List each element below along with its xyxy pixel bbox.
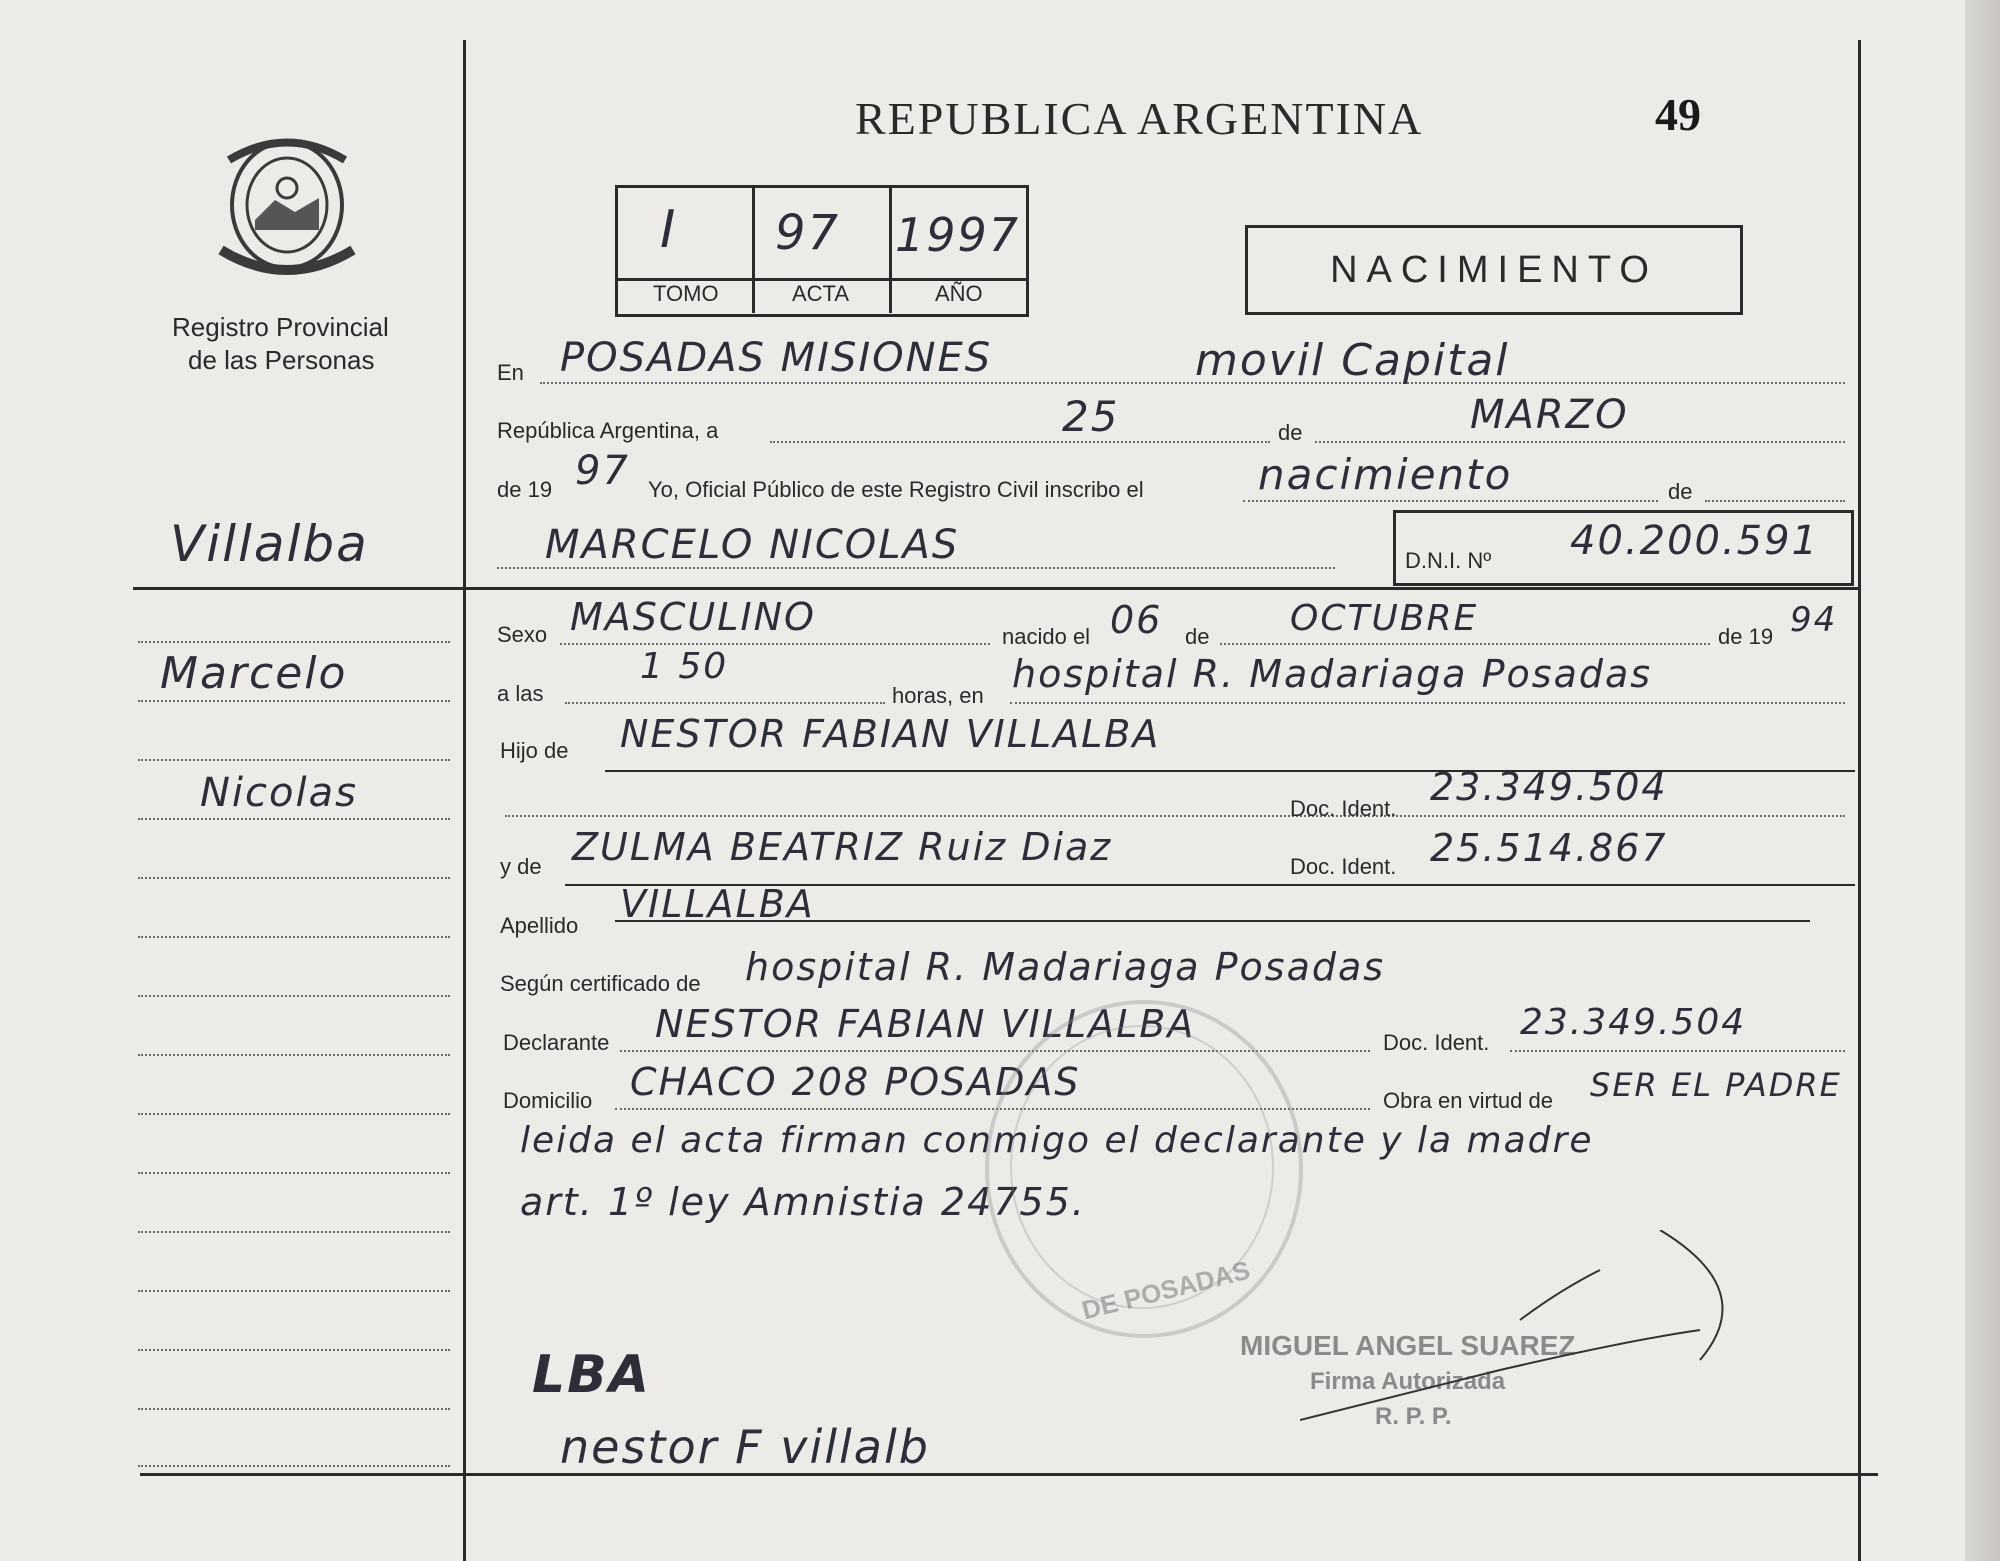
margin-signature: LBA — [532, 1345, 652, 1405]
bottom-section-divider — [140, 1473, 1878, 1476]
mother-doc: 25.514.867 — [1430, 826, 1668, 870]
birth-day: 06 — [1110, 598, 1163, 642]
margin-line — [138, 1231, 450, 1233]
registry-name-line2: de las Personas — [188, 345, 375, 375]
birth-month-line — [1220, 643, 1710, 645]
right-border — [1858, 40, 1861, 1561]
birth-year-suffix: 94 — [1790, 600, 1838, 640]
province-seal-icon — [215, 130, 360, 285]
de-label-2: de — [1668, 479, 1693, 504]
address: CHACO 208 POSADAS — [630, 1060, 1081, 1104]
en-line — [540, 382, 1845, 384]
mother-name: ZULMA BEATRIZ Ruiz Diaz — [572, 825, 1113, 869]
margin-line — [138, 877, 450, 879]
anio-label: AÑO — [935, 281, 983, 306]
hour-line — [565, 702, 885, 704]
declarant-doc-line — [1510, 1050, 1845, 1052]
official-signature-mark — [1300, 1230, 1760, 1430]
registry-name-line1: Registro Provincial — [172, 312, 389, 342]
de-line-2 — [1705, 500, 1845, 502]
margin-line — [138, 1113, 450, 1115]
yde-label: y de — [500, 854, 542, 879]
hour: 1 50 — [640, 646, 729, 687]
margin-line — [138, 1290, 450, 1292]
segun-label: Según certificado de — [500, 971, 701, 996]
en-label: En — [497, 360, 524, 385]
declarante-label: Declarante — [503, 1030, 610, 1055]
de-label-3: de — [1185, 624, 1210, 649]
margin-name2: Nicolas — [200, 770, 358, 816]
day-line — [770, 441, 1270, 443]
official-stamp-title: Firma Autorizada — [1310, 1368, 1506, 1395]
page-number: 49 — [1655, 89, 1701, 140]
place: POSADAS MISIONES — [560, 335, 993, 381]
declarant-signature: nestor F villalb — [560, 1420, 930, 1474]
margin-line — [138, 936, 450, 938]
father-doc: 23.349.504 — [1430, 765, 1668, 809]
margin-line — [138, 818, 450, 820]
republica-label: República Argentina, a — [497, 418, 719, 443]
record-box-divider-2 — [889, 185, 892, 313]
margin-line — [138, 1172, 450, 1174]
country-title: REPUBLICA ARGENTINA — [855, 93, 1424, 144]
official-stamp-org: R. P. P. — [1375, 1403, 1452, 1430]
birth-place-line — [1010, 702, 1845, 704]
seal-text: DE POSADAS — [1078, 1254, 1253, 1326]
father-name: NESTOR FABIAN VILLALBA — [620, 712, 1161, 756]
declarant: NESTOR FABIAN VILLALBA — [655, 1002, 1196, 1046]
de19-label: de 19 — [497, 477, 553, 502]
obra-value: SER EL PADRE — [1590, 1066, 1842, 1104]
certificate: hospital R. Madariaga Posadas — [745, 945, 1386, 989]
obra-label: Obra en virtud de — [1383, 1088, 1553, 1113]
nacido-label: nacido el — [1002, 624, 1091, 649]
place-extra: movil Capital — [1195, 335, 1510, 386]
acta-label: ACTA — [792, 281, 850, 306]
note-line-2: art. 1º ley Amnistia 24755. — [520, 1180, 1086, 1224]
anio-value: 1997 — [895, 208, 1021, 262]
margin-line — [138, 641, 450, 643]
document-type-box: NACIMIENTO — [1245, 225, 1743, 315]
surname-value: VILLALBA — [620, 882, 815, 926]
apellido-label: Apellido — [500, 913, 579, 938]
acta-value: 97 — [775, 205, 841, 261]
domicilio-label: Domicilio — [503, 1088, 593, 1113]
left-column-divider — [463, 40, 466, 1561]
margin-line — [138, 1349, 450, 1351]
doc-label: Doc. Ident. — [1290, 796, 1397, 821]
dni-value: 40.200.591 — [1570, 518, 1820, 564]
dni-label: D.N.I. Nº — [1405, 548, 1492, 573]
doc-label-3: Doc. Ident. — [1383, 1030, 1490, 1055]
margin-surname: Villalba — [170, 515, 369, 573]
officer-text: Yo, Oficial Público de este Registro Civil inscribo el — [648, 477, 1144, 502]
horas-label: horas, en — [892, 683, 984, 708]
sexo-value: MASCULINO — [570, 595, 816, 639]
alas-label: a las — [497, 681, 544, 706]
margin-line — [138, 995, 450, 997]
tomo-label: TOMO — [653, 281, 719, 306]
sexo-line — [560, 643, 990, 645]
year-suffix: 97 — [575, 448, 630, 494]
month: MARZO — [1470, 392, 1629, 438]
margin-name1: Marcelo — [160, 648, 348, 699]
note-line-1: leida el acta firman conmigo el declarante y la madre — [520, 1120, 1594, 1161]
day: 25 — [1062, 392, 1120, 441]
hijo-label: Hijo de — [500, 738, 569, 763]
birth-month: OCTUBRE — [1290, 598, 1479, 639]
child-name: MARCELO NICOLAS — [545, 522, 960, 568]
margin-line — [138, 1465, 450, 1467]
declarant-doc: 23.349.504 — [1520, 1002, 1747, 1043]
top-section-divider — [133, 587, 1861, 590]
act-kind: nacimiento — [1258, 450, 1513, 499]
sexo-label: Sexo — [497, 622, 548, 647]
month-line — [1315, 441, 1845, 443]
act-kind-line — [1243, 500, 1658, 502]
birth-place: hospital R. Madariaga Posadas — [1012, 652, 1653, 696]
tomo-value: I — [660, 200, 678, 260]
margin-line — [138, 1054, 450, 1056]
doc-label-2: Doc. Ident. — [1290, 854, 1397, 879]
margin-line — [138, 1408, 450, 1410]
margin-line — [138, 759, 450, 761]
father-doc-line — [505, 815, 1845, 817]
de-label: de — [1278, 420, 1303, 445]
de19-label-2: de 19 — [1718, 624, 1774, 649]
official-stamp-name: MIGUEL ANGEL SUAREZ — [1240, 1330, 1576, 1361]
margin-line — [138, 700, 450, 702]
record-box-divider-1 — [752, 185, 755, 313]
